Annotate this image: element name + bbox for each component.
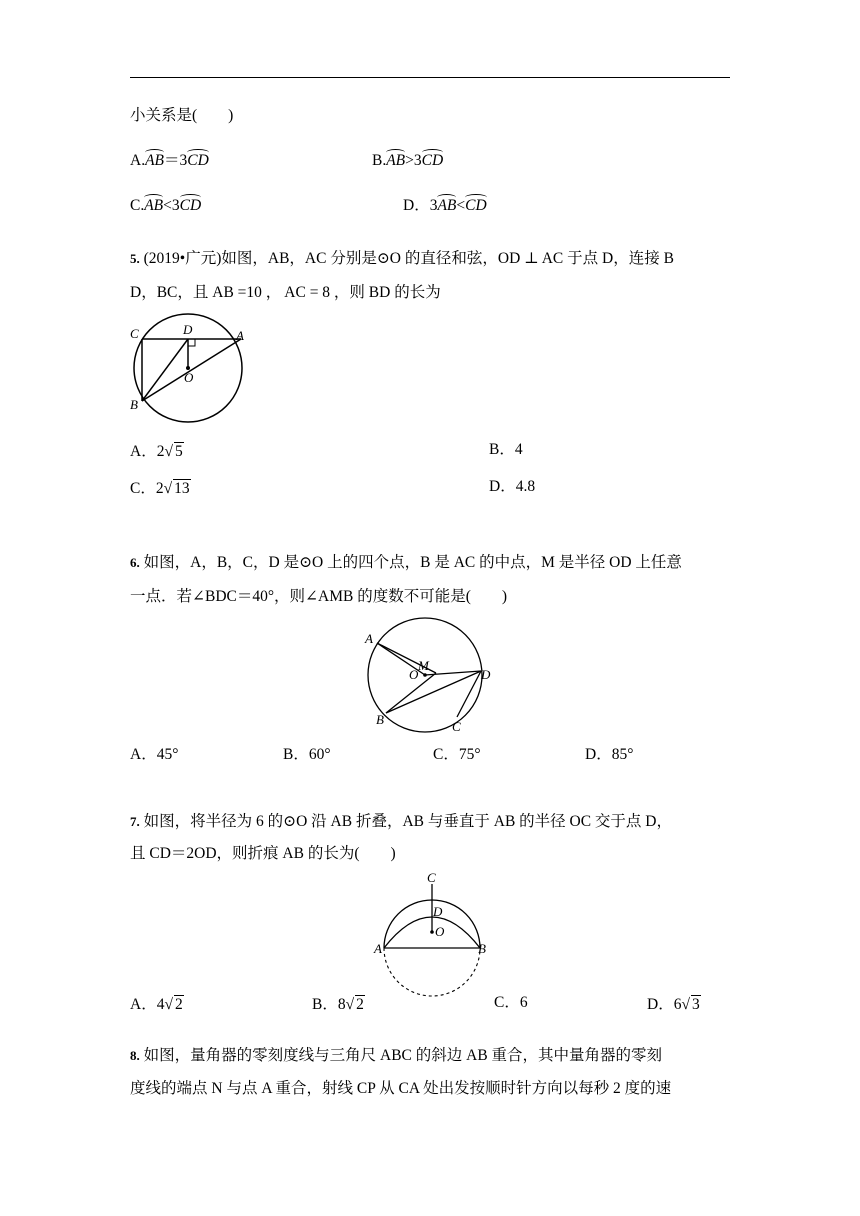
q4-option-a: A.AB＝3CD (130, 152, 209, 169)
q4-option-d: D．3AB<CD (403, 197, 487, 214)
q4-tail: 小关系是( ) (130, 107, 234, 124)
q7-label-o: O (435, 924, 445, 939)
q7-figure (372, 872, 492, 987)
q5-label-a: A (236, 328, 244, 343)
q7-label-b: B (478, 941, 486, 956)
q6-label-c: C (452, 719, 461, 734)
q6-label-d: D (481, 667, 491, 682)
q4-option-b: B.AB>3CD (372, 152, 444, 169)
q7-label-c: C (427, 870, 436, 885)
q6-option-c: C．75° (433, 746, 481, 763)
q7-label-d: D (433, 904, 443, 919)
q5-figure (128, 318, 253, 418)
q5-option-c: C．2√ 13 (130, 480, 190, 497)
q7-line2: 且 CD＝2OD，则折痕 AB 的长为( ) (130, 845, 396, 862)
q6-line2: 一点．若∠BDC＝40°，则∠AMB 的度数不可能是( ) (130, 588, 508, 605)
q6-label-o: O (409, 667, 419, 682)
q5-label-c: C (130, 326, 139, 341)
q7-line1: 7. 如图，将半径为 6 的⊙O 沿 AB 折叠，AB 与垂直于 AB 的半径 OC 交于点 D， (130, 813, 673, 830)
q6-line1: 6. 如图，A，B，C，D 是⊙O 上的四个点，B 是 AC 的中点，M 是半径 OD 上任意 (130, 554, 682, 571)
q5-option-d: D．4.8 (489, 478, 536, 495)
q5-line1: 5. (2019•广元)如图，AB，AC 分别是⊙O 的直径和弦，OD ⊥ AC 于点 D，连接 B (130, 250, 674, 267)
q5-option-b: B．4 (489, 441, 523, 458)
q7-option-a: A．4√ 2 (130, 996, 183, 1013)
q7-option-c: C．6 (494, 994, 528, 1011)
q6-option-b: B．60° (283, 746, 331, 763)
q7-option-b: B．8√ 2 (312, 996, 364, 1013)
q4-option-c: C.AB<3CD (130, 197, 202, 214)
q6-option-a: A．45° (130, 746, 179, 763)
q6-label-a: A (365, 631, 373, 646)
q5-label-b: B (130, 397, 138, 412)
q6-figure (360, 625, 500, 740)
q5-line2: D，BC，且 AB =10 ， AC = 8 ，则 BD 的长为 (130, 284, 441, 301)
q7-label-a: A (374, 941, 382, 956)
q8-line2: 度线的端点 N 与点 A 重合，射线 CP 从 CA 处出发按顺时针方向以每秒 2 度的速 (130, 1080, 672, 1097)
q5-label-o: O (184, 370, 194, 385)
q6-option-d: D．85° (585, 746, 634, 763)
q6-label-m: M (418, 658, 429, 673)
header-rule (130, 77, 730, 78)
q5-label-d: D (183, 322, 193, 337)
q7-option-d: D．6√ 3 (647, 996, 700, 1013)
q6-label-b: B (376, 712, 384, 727)
q8-line1: 8. 如图，量角器的零刻度线与三角尺 ABC 的斜边 AB 重合，其中量角器的零刻 (130, 1047, 663, 1064)
q5-option-a: A．2√ 5 (130, 443, 183, 460)
